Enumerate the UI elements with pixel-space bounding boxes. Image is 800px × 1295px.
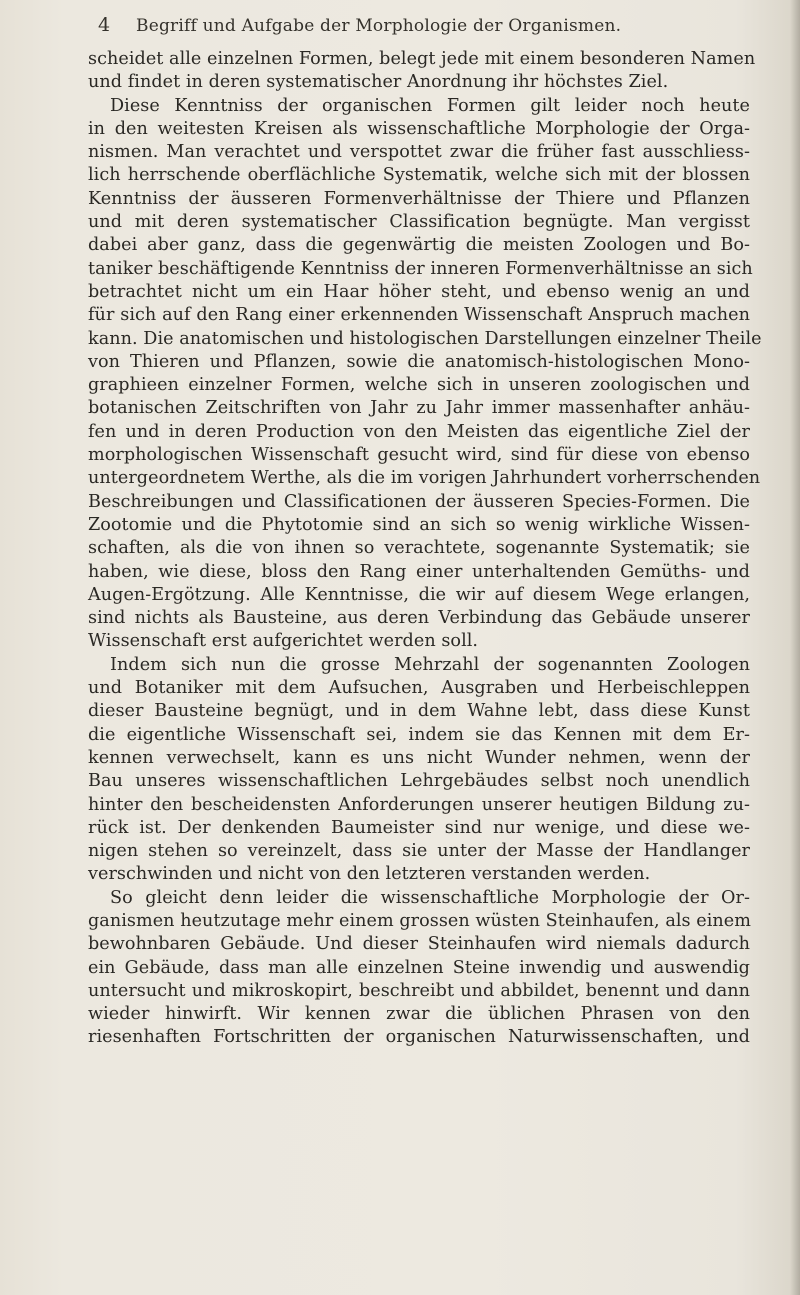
text-line: und findet in deren systematischer Anordnung ihr höchstes Ziel. <box>88 72 669 93</box>
text-line: und mit deren systematischer Classification begnügte. Man vergisst <box>88 212 750 233</box>
text-line: fen und in deren Production von den Meisten das eigentliche Ziel der <box>88 421 750 442</box>
text-line: nismen. Man verachtet und verspottet zwar die früher fast ausschliess- <box>88 142 750 163</box>
text-line: Augen-Ergötzung. Alle Kenntnisse, die wir auf diesem Wege erlangen, <box>88 584 750 605</box>
text-line: hinter den bescheidensten Anforderungen unserer heutigen Bildung zu- <box>88 794 750 815</box>
text-line: in den weitesten Kreisen als wissenschaftliche Morphologie der Orga- <box>88 118 750 139</box>
page-header <box>98 14 738 40</box>
paragraph-start-line: Diese Kenntniss der organischen Formen gilt leider noch heute <box>110 95 750 116</box>
text-line: ein Gebäude, dass man alle einzelnen Steine inwendig und auswendig <box>88 957 750 978</box>
text-line: schaften, als die von ihnen so verachtete, sogenannte Systematik; sie <box>88 538 750 559</box>
text-line: Wissenschaft erst aufgerichtet werden soll. <box>88 631 479 652</box>
text-line: riesenhaften Fortschritten der organischen Naturwissenschaften, und <box>88 1027 750 1048</box>
text-line: Beschreibungen und Classificationen der äusseren Species-Formen. Die <box>88 491 750 512</box>
paragraph-start-line: So gleicht denn leider die wissenschaftliche Morphologie der Or- <box>110 887 750 908</box>
text-line: morphologischen Wissenschaft gesucht wird, sind für diese von ebenso <box>88 445 750 466</box>
text-line: scheidet alle einzelnen Formen, belegt jede mit einem besonderen Namen <box>88 49 756 69</box>
page-edge-shadow <box>790 0 800 1295</box>
text-line: kennen verwechselt, kann es uns nicht Wunder nehmen, wenn der <box>88 747 750 768</box>
text-line: untergeordnetem Werthe, als die im vorigen Jahrhundert vorherrschenden <box>88 468 761 489</box>
text-line: betrachtet nicht um ein Haar höher steht, und ebenso wenig an und <box>88 281 750 302</box>
paragraph-start-line: Indem sich nun die grosse Mehrzahl der sogenannten Zoologen <box>110 654 750 675</box>
text-line: und Botaniker mit dem Aufsuchen, Ausgraben und Herbeischleppen <box>88 678 750 699</box>
body-text <box>88 48 762 1050</box>
text-line: sind nichts als Bausteine, aus deren Verbindung das Gebäude unserer <box>88 608 750 629</box>
text-line: verschwinden und nicht von den letzteren verstanden werden. <box>88 864 651 885</box>
text-line: dabei aber ganz, dass die gegenwärtig die meisten Zoologen und Bo- <box>88 235 750 256</box>
text-line: botanischen Zeitschriften von Jahr zu Jahr immer massenhafter anhäu- <box>88 398 750 419</box>
text-line: für sich auf den Rang einer erkennenden Wissenschaft Anspruch machen <box>88 305 750 326</box>
text-line: graphieen einzelner Formen, welche sich in unseren zoologischen und <box>88 375 750 396</box>
text-line: kann. Die anatomischen und histologischen Darstellungen einzelner Theile <box>88 328 762 349</box>
text-line: bewohnbaren Gebäude. Und dieser Steinhaufen wird niemals dadurch <box>88 934 750 955</box>
text-line: die eigentliche Wissenschaft sei, indem sie das Kennen mit dem Er- <box>88 724 750 745</box>
text-line: haben, wie diese, bloss den Rang einer unterhaltenden Gemüths- und <box>88 561 750 582</box>
text-line: lich herrschende oberflächliche Systematik, welche sich mit der blossen <box>88 165 750 186</box>
page-number: 4 <box>98 14 111 36</box>
text-line: von Thieren und Pflanzen, sowie die anatomisch-histologischen Mono- <box>88 351 750 372</box>
text-line: untersucht und mikroskopirt, beschreibt und abbildet, benennt und dann <box>88 980 750 1001</box>
text-line: Zootomie und die Phytotomie sind an sich so wenig wirkliche Wissen- <box>88 514 750 535</box>
text-line: wieder hinwirft. Wir kennen zwar die üblichen Phrasen von den <box>88 1004 750 1025</box>
text-line: Bau unseres wissenschaftlichen Lehrgebäudes selbst noch unendlich <box>88 771 750 792</box>
running-title: Begriff und Aufgabe der Morphologie der Organismen. <box>136 16 622 36</box>
text-line: Kenntniss der äusseren Formenverhältnisse der Thiere und Pflanzen <box>88 188 750 209</box>
text-line: rück ist. Der denkenden Baumeister sind nur wenige, und diese we- <box>88 817 750 838</box>
text-line: nigen stehen so vereinzelt, dass sie unter der Masse der Handlanger <box>88 841 750 862</box>
text-line: ganismen heutzutage mehr einem grossen wüsten Steinhaufen, als einem <box>88 910 751 931</box>
text-line: taniker beschäftigende Kenntniss der inneren Formenverhältnisse an sich <box>88 258 753 279</box>
text-line: dieser Bausteine begnügt, und in dem Wahne lebt, dass diese Kunst <box>88 701 750 722</box>
